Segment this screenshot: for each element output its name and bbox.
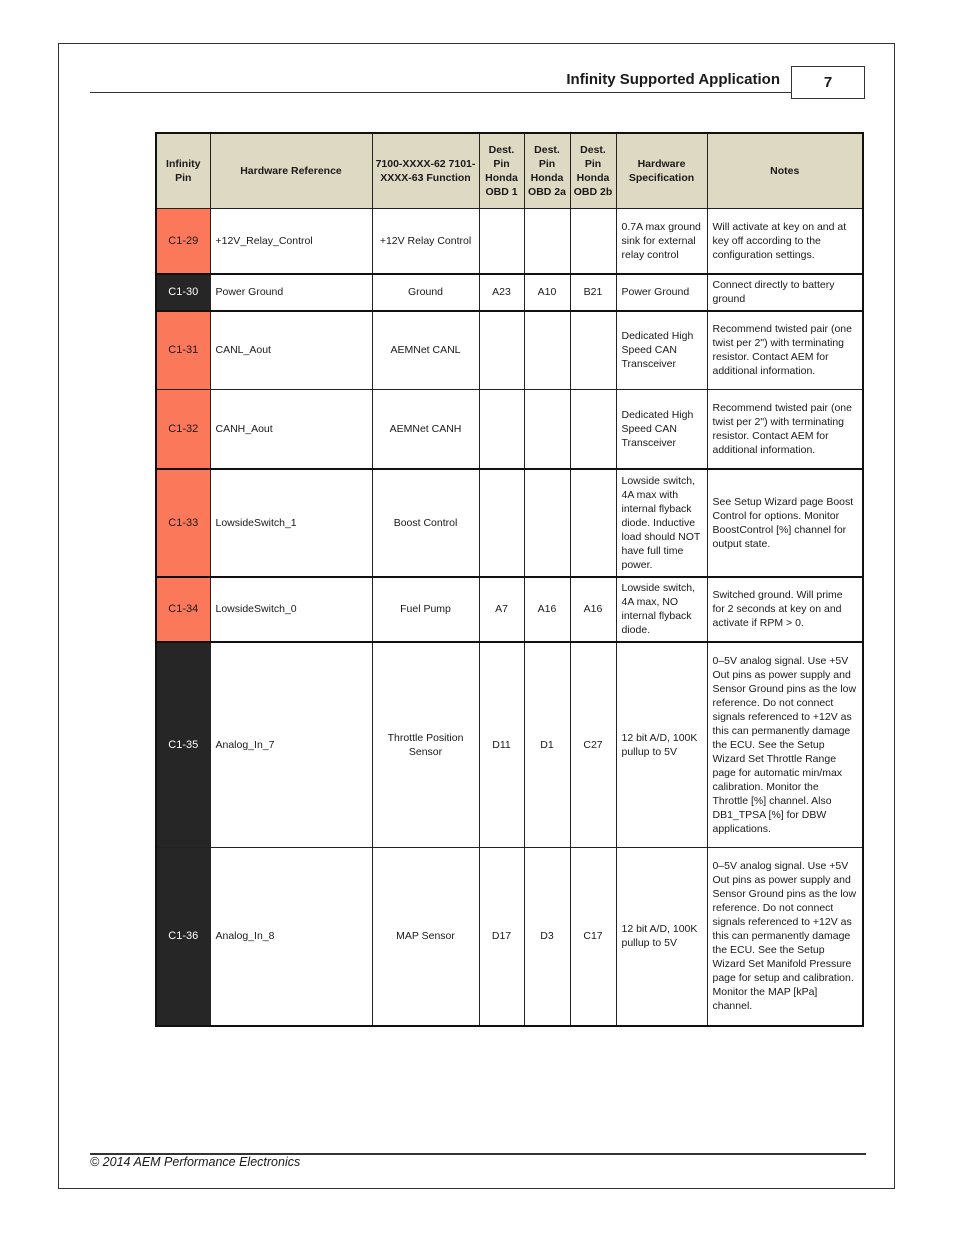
obd1-cell: A7 — [479, 577, 524, 642]
col-header-obd2b: Dest. Pin Honda OBD 2b — [570, 133, 616, 209]
obd1-cell: D17 — [479, 848, 524, 1026]
pin-cell: C1-30 — [156, 274, 210, 311]
obd2b-cell — [570, 209, 616, 274]
notes-cell: Will activate at key on and at key off according to the configuration settings. — [707, 209, 863, 274]
hardware-spec-cell: Power Ground — [616, 274, 707, 311]
header-divider — [90, 92, 792, 93]
notes-cell: See Setup Wizard page Boost Control for options. Monitor BoostControl [%] channel for output state. — [707, 469, 863, 577]
obd2b-cell — [570, 469, 616, 577]
notes-cell: Recommend twisted pair (one twist per 2") with terminating resistor. Contact AEM for additional information. — [707, 311, 863, 390]
function-cell: MAP Sensor — [372, 848, 479, 1026]
obd1-cell — [479, 209, 524, 274]
function-cell: AEMNet CANL — [372, 311, 479, 390]
obd1-cell: A23 — [479, 274, 524, 311]
col-header-function: 7100-XXXX-62 7101-XXXX-63 Function — [372, 133, 479, 209]
function-cell: +12V Relay Control — [372, 209, 479, 274]
col-header-obd1: Dest. Pin Honda OBD 1 — [479, 133, 524, 209]
col-header-hardware-specification: Hardware Specification — [616, 133, 707, 209]
function-cell: Ground — [372, 274, 479, 311]
pin-cell: C1-29 — [156, 209, 210, 274]
table-row — [156, 390, 863, 469]
header-title: Infinity Supported Application — [566, 71, 780, 88]
hardware-reference-cell: CANH_Aout — [210, 390, 372, 469]
table-row — [156, 848, 863, 1026]
pin-cell: C1-36 — [156, 848, 210, 1026]
hardware-reference-cell: LowsideSwitch_0 — [210, 577, 372, 642]
obd2a-cell — [524, 311, 570, 390]
page-number: 7 — [791, 66, 865, 99]
obd2a-cell: A16 — [524, 577, 570, 642]
table-row — [156, 642, 863, 848]
notes-cell: 0–5V analog signal. Use +5V Out pins as power supply and Sensor Ground pins as the low reference. Do not connect signals referenced to +12V as this can permanently damage the ECU. See the Setup Wizard Set Manifold Pressure page for setup and calibration. Monitor the MAP [kPa] channel. — [707, 848, 863, 1026]
obd2a-cell — [524, 209, 570, 274]
table-row — [156, 469, 863, 577]
hardware-spec-cell: Lowside switch, 4A max with internal flyback diode. Inductive load should NOT have full time power. — [616, 469, 707, 577]
table-header-row — [156, 133, 863, 209]
obd2b-cell: A16 — [570, 577, 616, 642]
obd2b-cell: B21 — [570, 274, 616, 311]
footer-copyright: © 2014 AEM Performance Electronics — [90, 1155, 301, 1169]
obd2a-cell — [524, 469, 570, 577]
hardware-reference-cell: +12V_Relay_Control — [210, 209, 372, 274]
hardware-spec-cell: 0.7A max ground sink for external relay control — [616, 209, 707, 274]
pin-cell: C1-35 — [156, 642, 210, 848]
notes-cell: Recommend twisted pair (one twist per 2") with terminating resistor. Contact AEM for additional information. — [707, 390, 863, 469]
obd2a-cell: A10 — [524, 274, 570, 311]
obd2b-cell — [570, 390, 616, 469]
obd2b-cell — [570, 311, 616, 390]
pinout-table — [155, 132, 864, 1027]
function-cell: Throttle Position Sensor — [372, 642, 479, 848]
hardware-reference-cell: Power Ground — [210, 274, 372, 311]
col-header-obd2a: Dest. Pin Honda OBD 2a — [524, 133, 570, 209]
hardware-spec-cell: Dedicated High Speed CAN Transceiver — [616, 390, 707, 469]
obd1-cell — [479, 469, 524, 577]
table-row — [156, 577, 863, 642]
notes-cell: Switched ground. Will prime for 2 seconds at key on and activate if RPM > 0. — [707, 577, 863, 642]
obd2b-cell: C27 — [570, 642, 616, 848]
table-row — [156, 274, 863, 311]
function-cell: Boost Control — [372, 469, 479, 577]
obd1-cell: D11 — [479, 642, 524, 848]
col-header-hardware-reference: Hardware Reference — [210, 133, 372, 209]
hardware-reference-cell: LowsideSwitch_1 — [210, 469, 372, 577]
obd2a-cell: D1 — [524, 642, 570, 848]
function-cell: AEMNet CANH — [372, 390, 479, 469]
hardware-spec-cell: 12 bit A/D, 100K pullup to 5V — [616, 642, 707, 848]
obd2b-cell: C17 — [570, 848, 616, 1026]
obd1-cell — [479, 390, 524, 469]
notes-cell: Connect directly to battery ground — [707, 274, 863, 311]
notes-cell: 0–5V analog signal. Use +5V Out pins as power supply and Sensor Ground pins as the low reference. Do not connect signals referenced to +12V as this can permanently damage the ECU. See the Setup Wizard Set Throttle Range page for automatic min/max calibration. Monitor the Throttle [%] channel. Also DB1_TPSA [%] for DBW applications. — [707, 642, 863, 848]
col-header-infinity-pin: Infinity Pin — [156, 133, 210, 209]
function-cell: Fuel Pump — [372, 577, 479, 642]
hardware-spec-cell: Dedicated High Speed CAN Transceiver — [616, 311, 707, 390]
hardware-reference-cell: CANL_Aout — [210, 311, 372, 390]
hardware-spec-cell: Lowside switch, 4A max, NO internal flyback diode. — [616, 577, 707, 642]
obd2a-cell: D3 — [524, 848, 570, 1026]
pin-cell: C1-34 — [156, 577, 210, 642]
pin-cell: C1-31 — [156, 311, 210, 390]
col-header-notes: Notes — [707, 133, 863, 209]
table-row — [156, 209, 863, 274]
obd2a-cell — [524, 390, 570, 469]
table-row — [156, 311, 863, 390]
pin-cell: C1-33 — [156, 469, 210, 577]
hardware-reference-cell: Analog_In_8 — [210, 848, 372, 1026]
obd1-cell — [479, 311, 524, 390]
pin-cell: C1-32 — [156, 390, 210, 469]
hardware-reference-cell: Analog_In_7 — [210, 642, 372, 848]
hardware-spec-cell: 12 bit A/D, 100K pullup to 5V — [616, 848, 707, 1026]
